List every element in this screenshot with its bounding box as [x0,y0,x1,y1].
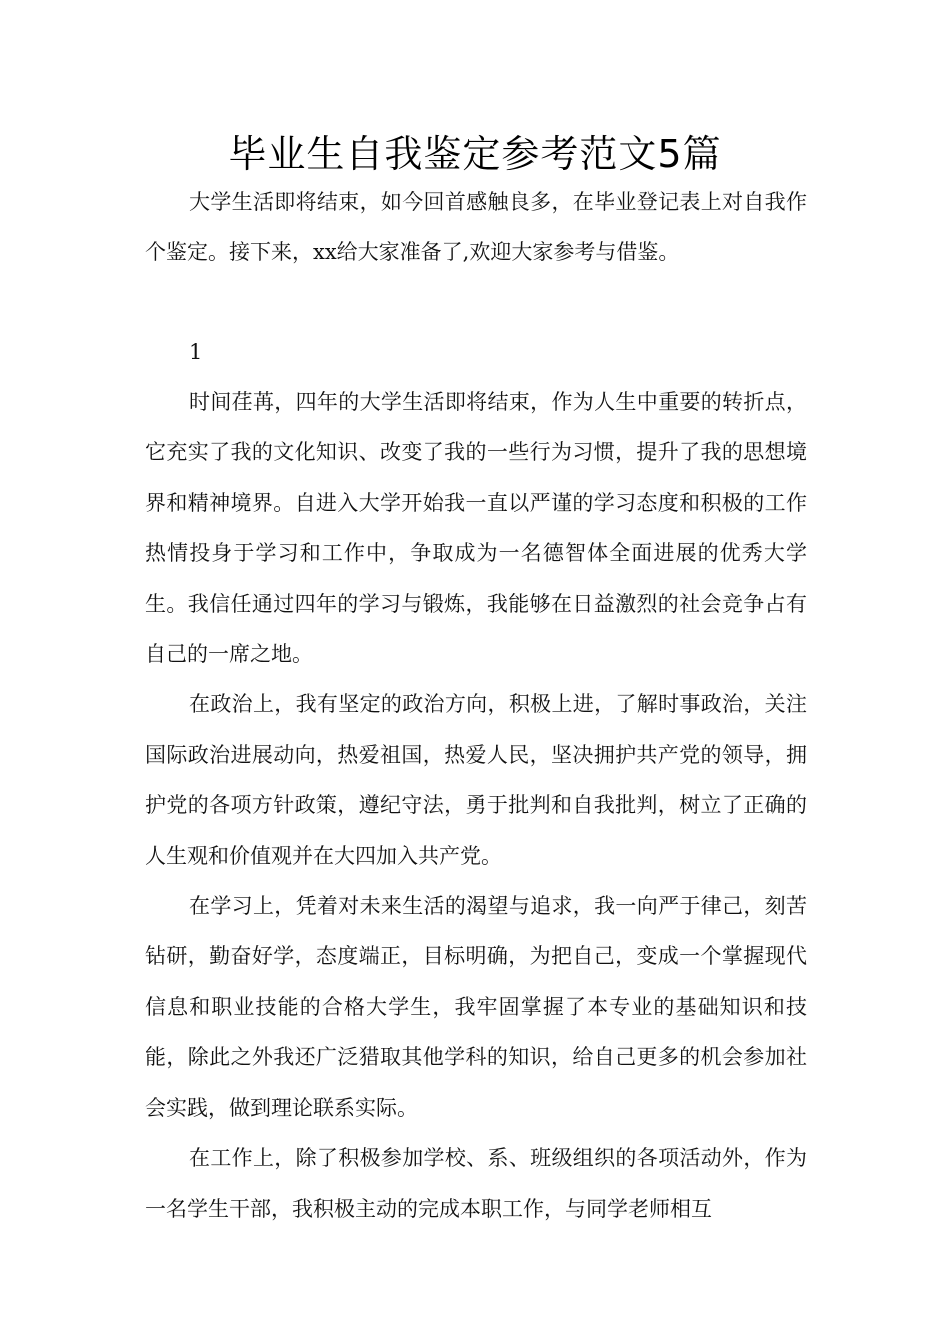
section-number: 1 [189,340,203,364]
body-paragraph: 在政治上，我有坚定的政治方向，积极上进，了解时事政治，关注国际政治进展动向，热爱祖国，热爱人民，坚决拥护共产党的领导，拥护党的各项方针政策，遵纪守法，勇于批判和自我批判，树立了正确的人生观和价值观并在大四加入共产党。 [145,692,807,868]
intro-paragraph: 大学生活即将结束，如今回首感触良多，在毕业登记表上对自我作个鉴定。接下来，xx给大家准备了,欢迎大家参考与借鉴。 [145,190,807,265]
body-paragraph: 在学习上，凭着对未来生活的渴望与追求，我一向严于律己，刻苦钻研，勤奋好学，态度端正，目标明确，为把自己，变成一个掌握现代信息和职业技能的合格大学生，我牢固掌握了本专业的基础知识和技能，除此之外我还广泛猎取其他学科的知识，给自己更多的机会参加社会实践，做到理论联系实际。 [145,894,807,1120]
intro-block [145,177,807,278]
body-paragraph: 时间荏苒，四年的大学生活即将结束，作为人生中重要的转折点，它充实了我的文化知识、改变了我的一些行为习惯，提升了我的思想境界和精神境界。自进入大学开始我一直以严谨的学习态度和积极的工作热情投身于学习和工作中，争取成为一名德智体全面进展的优秀大学生。我信任通过四年的学习与锻炼，我能够在日益激烈的社会竞争占有自己的一席之地。 [145,390,807,667]
document-title: 毕业生自我鉴定参考范文5篇 [228,132,722,176]
body-paragraph: 在工作上，除了积极参加学校、系、班级组织的各项活动外，作为一名学生干部，我积极主动的完成本职工作，与同学老师相互 [145,1146,807,1221]
main-body [145,377,807,1234]
